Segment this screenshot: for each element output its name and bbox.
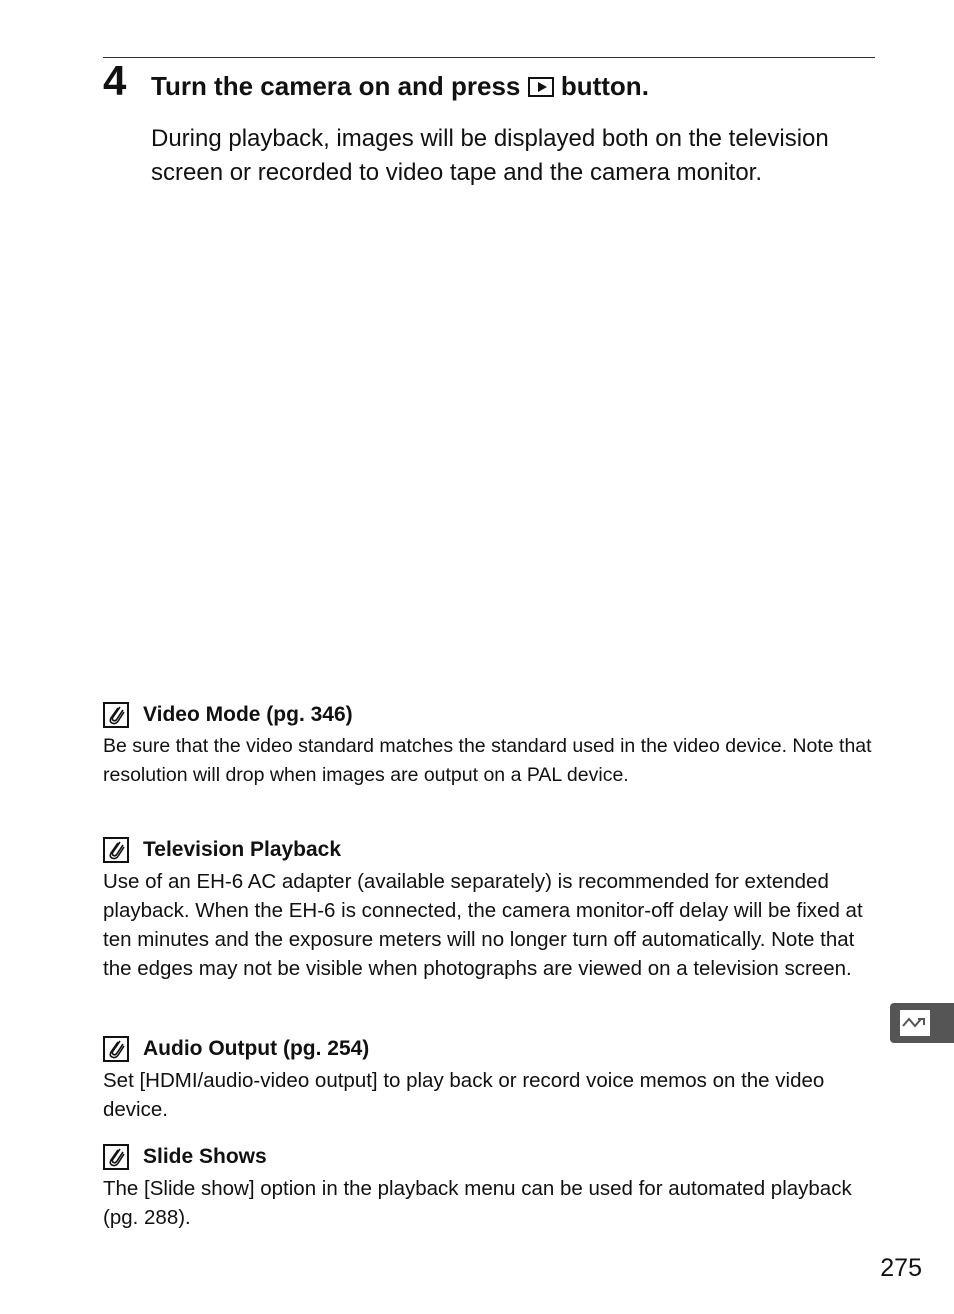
note-audio-output <box>103 1034 875 1124</box>
step-number: 4 <box>103 57 127 104</box>
pencil-note-icon <box>103 702 129 728</box>
note-body: Use of an EH-6 AC adapter (available separately) is recommended for extended playback. When the EH-6 is connected, the camera monitor-off delay will be fixed at ten minutes and the exposure meters will no longer turn off automatically. Note that the edges may not be visible when photographs are viewed on a television screen. <box>103 870 863 980</box>
note-title-row <box>103 700 875 730</box>
note-television-playback <box>103 835 875 983</box>
note-title: Audio Output (pg. 254) <box>143 1037 370 1060</box>
note-title-row <box>103 1034 875 1064</box>
note-title: Video Mode (pg. 346) <box>143 703 353 726</box>
top-rule <box>103 57 875 58</box>
note-title-row <box>103 835 875 865</box>
note-body: Set [HDMI/audio-video output] to play back or record voice memos on the video device. <box>103 1069 825 1121</box>
pencil-note-icon <box>103 1144 129 1170</box>
step-heading-text-after: button. <box>553 71 649 101</box>
pencil-note-icon <box>103 1036 129 1062</box>
step-heading-text-before: Turn the camera on and press <box>151 71 528 101</box>
page-number: 275 <box>880 1254 922 1282</box>
note-video-mode <box>103 700 875 789</box>
note-title: Slide Shows <box>143 1145 267 1168</box>
side-section-tab[interactable] <box>890 1003 954 1043</box>
note-title: Television Playback <box>143 838 342 861</box>
step-heading <box>151 68 649 104</box>
note-body: The [Slide show] option in the playback menu can be used for automated playback (pg. 288). <box>103 1177 852 1229</box>
note-body: Be sure that the video standard matches the standard used in the video device. Note that resolution will drop when images are output on a PAL device. <box>103 735 872 786</box>
pencil-note-icon <box>103 837 129 863</box>
play-button-icon <box>528 77 554 97</box>
note-title-row <box>103 1142 875 1172</box>
note-slide-shows <box>103 1142 875 1232</box>
connections-tab-icon <box>900 1010 930 1036</box>
step-body: During playback, images will be displayed both on the television screen or recorded to video tape and the camera monitor. <box>151 125 829 186</box>
